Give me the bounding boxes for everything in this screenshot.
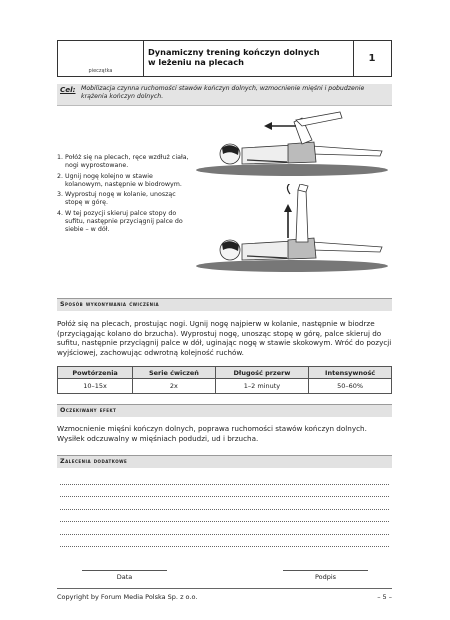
goal-text: Mobilizacja czynna ruchomości stawów kończyn dolnych, wzmocnienie mięśni i pobudzenie krążenia kończyn dolnych. (81, 85, 365, 101)
method-section-header (57, 298, 392, 311)
exercise-illustration-raised-leg (192, 184, 392, 274)
goal-box (57, 84, 392, 106)
writing-line[interactable] (60, 534, 389, 535)
stamp-cell (58, 41, 144, 76)
exercise-number: 1 (368, 53, 376, 64)
table-header-cell: Powtórzenia (58, 367, 133, 379)
step-text: Wyprostuj nogę w kolanie, unosząc stopę w górę. (65, 191, 176, 207)
step-text: W tej pozycji skieruj palce stopy do sufitu, następnie przyciągnij palce do siebie – w dół. (65, 209, 183, 234)
goal-label: Cel: (60, 85, 76, 94)
recommendations-heading: Zalecenia dodatkowe (60, 458, 128, 465)
table-header-cell: Intensywność (309, 367, 392, 379)
list-item (57, 154, 192, 171)
title-cell (143, 41, 354, 76)
list-item (57, 210, 192, 235)
title-line-2: w leżeniu na plecach (148, 57, 244, 67)
list-item (57, 191, 192, 208)
date-label: Data (116, 573, 133, 581)
table-cell: 2x (133, 379, 215, 394)
step-text: Ugnij nogę kolejno w stawie kolanowym, następnie w biodrowym. (65, 172, 182, 188)
exercise-illustration-bent-knee (192, 108, 392, 183)
table-cell: 50–60% (309, 379, 392, 394)
stamp-label: pieczątka (88, 68, 113, 74)
writing-line[interactable] (60, 484, 389, 485)
writing-line[interactable] (60, 546, 389, 547)
step-number: 2. (57, 172, 64, 180)
table-cell: 10–15x (58, 379, 133, 394)
writing-line[interactable] (60, 496, 389, 497)
step-number: 1. (57, 154, 64, 161)
table-header-cell: Serie ćwiczeń (133, 367, 215, 379)
footer (57, 588, 392, 601)
signature-line[interactable] (283, 570, 368, 571)
table-cell: 1–2 minuty (215, 379, 309, 394)
arrow-up-icon (284, 204, 292, 212)
method-text: Połóż się na plecach, prostując nogi. Ugnij nogę najpierw w kolanie, następnie w biodrze (przyciągając kolano do brzucha). Wyprostuj nogę, unosząc stopę w górę, palce skieruj do sufitu, następnie przyciągnij palce w dół, uginając nogę w stawie skokowym. Wróć do pozycji wyjściowej, zachowując odwrotną kolejność ruchów. (57, 319, 392, 357)
step-number: 4. (57, 209, 64, 217)
header-box (57, 40, 392, 77)
step-text: Połóż się na plecach, ręce wzdłuż ciała, nogi wyprostowane. (65, 154, 189, 170)
method-heading: Sposób wykonywania ćwiczenia (60, 301, 160, 308)
curved-arrow-icon (287, 184, 292, 194)
date-line[interactable] (82, 570, 167, 571)
page-number: – 5 – (377, 593, 392, 601)
arrow-left-icon (264, 122, 272, 130)
steps-list (57, 154, 192, 237)
parameters-table (57, 366, 392, 394)
list-item (57, 173, 192, 190)
table-header-row (58, 367, 392, 379)
effect-text: Wzmocnienie mięśni kończyn dolnych, poprawa ruchomości stawów kończyn dolnych. Wysiłek odczuwalny w mięśniach podudzi, ud i brzucha. (57, 424, 367, 443)
effect-section-header (57, 404, 392, 417)
signature-label: Podpis (314, 573, 337, 581)
table-header-cell: Długość przerw (215, 367, 309, 379)
effect-heading: Oczekiwany efekt (60, 407, 117, 414)
step-number: 3. (57, 191, 64, 199)
table-row (58, 379, 392, 394)
recommendations-section-header (57, 455, 392, 468)
page-title (148, 47, 320, 67)
copyright-text: Copyright by Forum Media Polska Sp. z o.o. (57, 593, 198, 601)
writing-line[interactable] (60, 509, 389, 510)
writing-line[interactable] (60, 521, 389, 522)
title-line-1: Dynamiczny trening kończyn dolnych (148, 47, 320, 57)
